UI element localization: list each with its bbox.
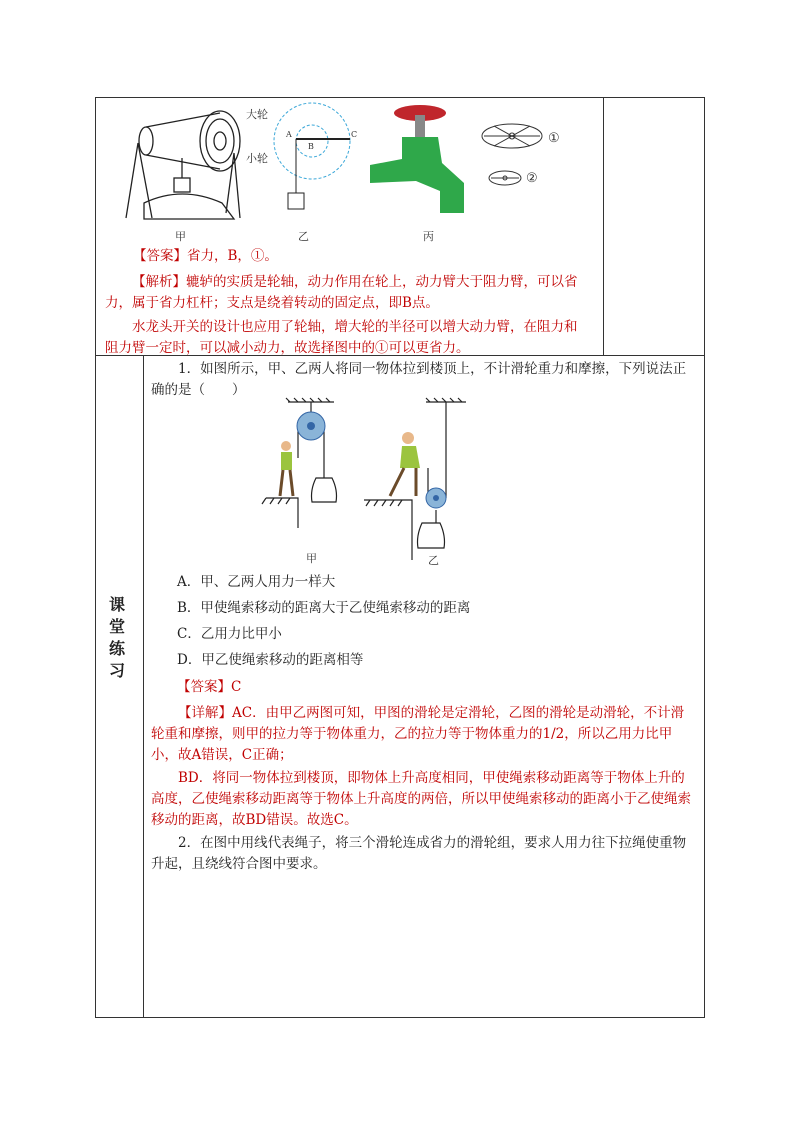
figure-bing-label: 丙 xyxy=(423,230,434,243)
q1-detail-2: BD．将同一物体拉到楼顶，即物体上升高度相同，甲使绳索移动距离等于物体上升的高度，乙使绳索移动距离等于物体上升高度的两倍，所以甲使绳索移动的距离小于乙使绳索移动的距离，故BD错误。故选C。 xyxy=(151,770,691,828)
table-divider-left xyxy=(143,355,144,1018)
q0-analysis-tag: 【解析】 xyxy=(132,274,186,290)
q1-answer-text: C xyxy=(231,679,242,695)
q0-answer-text: 省力，B，①。 xyxy=(187,248,278,264)
pulley-jia-label: 甲 xyxy=(306,552,317,565)
point-b-label: B xyxy=(308,142,314,151)
q1-detail xyxy=(151,703,695,766)
figure-jia-label: 甲 xyxy=(175,230,186,243)
section-label-classroom-practice xyxy=(105,594,129,682)
windlass-big-wheel-label: 大轮 xyxy=(246,108,268,121)
side-char-2: 堂 xyxy=(108,617,125,636)
faucet-figure xyxy=(360,103,470,223)
movable-pulley-figure xyxy=(360,398,470,563)
q1-answer-tag: 【答案】 xyxy=(177,679,231,695)
side-char-3: 练 xyxy=(108,639,125,658)
table-divider-right xyxy=(603,97,604,355)
q2-stem: 2．在图中用线代表绳子，将三个滑轮连成省力的滑轮组，要求人用力往下拉绳使重物升起，且绕线符合图中要求。 xyxy=(151,835,687,872)
q0-answer xyxy=(133,246,593,267)
q1-option-a[interactable]: A．甲、乙两人用力一样大 xyxy=(177,574,336,590)
windlass-small-wheel-label: 小轮 xyxy=(246,152,268,165)
point-a-label: A xyxy=(286,130,292,139)
q0-analysis-text: 辘轳的实质是轮轴，动力作用在轮上，动力臂大于阻力臂，可以省力，属于省力杠杆；支点是绕着转动的固定点，即B点。 xyxy=(105,274,578,311)
fixed-pulley-figure xyxy=(260,398,360,528)
q1-detail-tag: 【详解】 xyxy=(178,705,232,721)
pulley-yi-label: 乙 xyxy=(428,554,439,567)
q1-detail-text: AC．由甲乙两图可知，甲图的滑轮是定滑轮，乙图的滑轮是动滑轮，不计滑轮重和摩擦，则甲的拉力等于物体重力，乙的拉力等于物体重力的1/2，所以乙用力比甲小，故A错误，C正确； xyxy=(151,705,685,763)
q0-analysis xyxy=(105,272,589,314)
option-2-label: ② xyxy=(526,171,538,186)
q1-answer xyxy=(177,677,677,698)
q1-stem: 1．如图所示，甲、乙两人将同一物体拉到楼顶上，不计滑轮重力和摩擦，下列说法正确的是（ ） xyxy=(151,361,687,398)
q1-option-d[interactable]: D．甲乙使绳索移动的距离相等 xyxy=(177,652,364,668)
point-c-label: C xyxy=(351,130,358,139)
option-handles xyxy=(480,118,560,198)
q1-option-c[interactable]: C．乙用力比甲小 xyxy=(177,626,282,642)
side-char-1: 课 xyxy=(108,595,125,614)
wheel-axle-diagram xyxy=(262,103,362,223)
figure-yi-label: 乙 xyxy=(298,230,309,243)
q0-analysis-2: 水龙头开关的设计也应用了轮轴，增大轮的半径可以增大动力臂，在阻力和阻力臂一定时，可以减小动力，故选择图中的①可以更省力。 xyxy=(105,319,578,356)
side-char-4: 习 xyxy=(108,661,125,680)
option-1-label: ① xyxy=(548,131,560,146)
q1-option-b[interactable]: B．甲使绳索移动的距离大于乙使绳索移动的距离 xyxy=(177,600,471,616)
q0-answer-tag: 【答案】 xyxy=(133,248,187,264)
